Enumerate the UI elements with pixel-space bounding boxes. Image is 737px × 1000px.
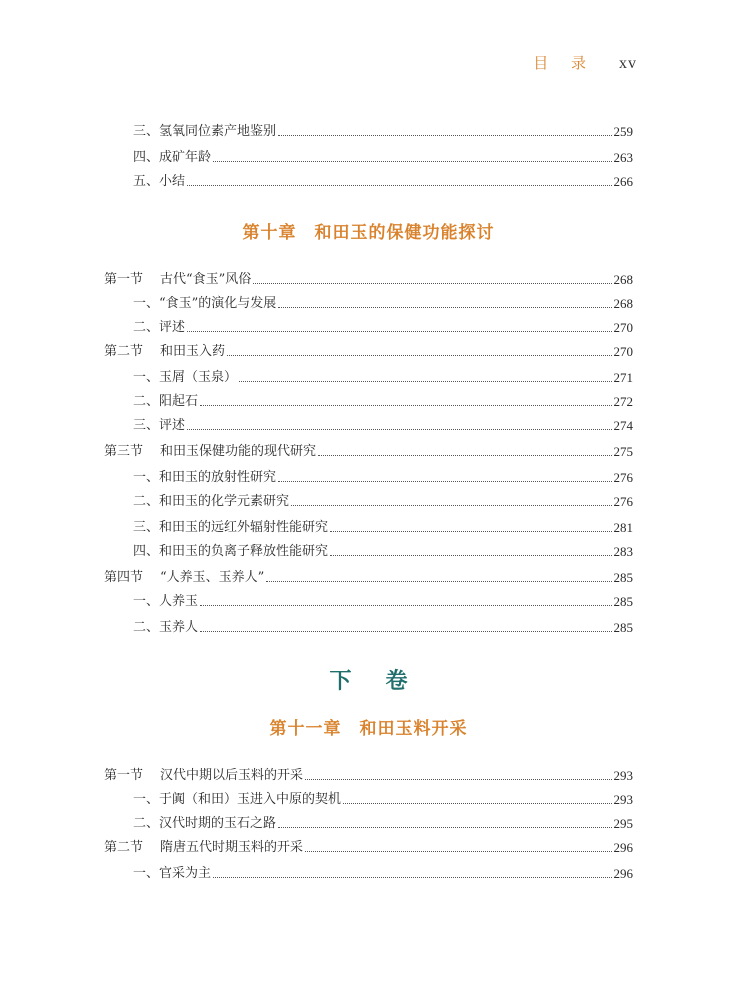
entry-page: 270 (613, 344, 633, 359)
toc-section-entry[interactable] (0, 762, 737, 784)
entry-label: 二、评述 (133, 320, 186, 335)
entry-page: 266 (613, 174, 633, 189)
toc-entry[interactable] (0, 810, 737, 832)
toc-entry[interactable] (0, 860, 737, 882)
section-number: 第四节 (104, 570, 144, 585)
leader-dots (200, 405, 611, 406)
entry-page: 270 (613, 320, 633, 335)
entry-label: 二、阳起石 (133, 394, 199, 409)
leader-dots (278, 481, 611, 482)
section-title: 和田玉入药 (160, 344, 226, 359)
entry-page: 274 (613, 418, 633, 433)
entry-page: 276 (613, 494, 633, 509)
toc-entry[interactable] (0, 314, 737, 336)
leader-dots (213, 161, 611, 162)
entry-label: 二、汉代时期的玉石之路 (133, 816, 277, 831)
entry-label: 三、和田玉的远红外辐射性能研究 (133, 520, 329, 535)
running-header (533, 52, 637, 73)
entry-label: 一、官采为主 (133, 866, 212, 881)
toc-entry[interactable] (0, 514, 737, 536)
toc-entry[interactable] (0, 118, 737, 140)
toc-entry[interactable] (0, 588, 737, 610)
leader-dots (200, 631, 611, 632)
chapter-title: 第十章 和田玉的保健功能探讨 (242, 223, 495, 243)
entry-label: 二、玉养人 (133, 620, 199, 635)
toc-entry[interactable] (0, 388, 737, 410)
toc-section-entry[interactable] (0, 564, 737, 586)
entry-page: 293 (613, 792, 633, 807)
leader-dots (330, 555, 611, 556)
leader-dots (278, 827, 611, 828)
header-page-number: xv (619, 55, 637, 72)
entry-label: 一、玉屑（玉泉） (133, 370, 238, 385)
entry-page: 275 (613, 444, 633, 459)
leader-dots (200, 605, 611, 606)
entry-page: 285 (613, 594, 633, 609)
section-title: 隋唐五代时期玉料的开采 (160, 840, 304, 855)
entry-label: 一、人养玉 (133, 594, 199, 609)
entry-page: 259 (613, 124, 633, 139)
leader-dots (253, 283, 611, 284)
leader-dots (291, 505, 611, 506)
toc-entry[interactable] (0, 168, 737, 190)
leader-dots (227, 355, 611, 356)
section-number: 第二节 (104, 840, 144, 855)
leader-dots (305, 851, 611, 852)
entry-label: 四、成矿年龄 (133, 150, 212, 165)
entry-label: 三、氢氧同位素产地鉴别 (133, 124, 277, 139)
entry-page: 276 (613, 470, 633, 485)
section-number: 第一节 (104, 272, 144, 287)
entry-page: 295 (613, 816, 633, 831)
toc-entry[interactable] (0, 144, 737, 166)
toc-entry[interactable] (0, 464, 737, 486)
toc-section-entry[interactable] (0, 834, 737, 856)
entry-page: 281 (613, 520, 633, 535)
leader-dots (278, 307, 611, 308)
entry-page: 296 (613, 866, 633, 881)
entry-page: 285 (613, 570, 633, 585)
entry-page: 268 (613, 296, 633, 311)
leader-dots (318, 455, 611, 456)
entry-page: 271 (613, 370, 633, 385)
entry-page: 283 (613, 544, 633, 559)
toc-entry[interactable] (0, 786, 737, 808)
entry-label: 五、小结 (133, 174, 186, 189)
entry-page: 268 (613, 272, 633, 287)
section-number: 第三节 (104, 444, 144, 459)
section-title: “人养玉、玉养人” (160, 570, 265, 585)
leader-dots (278, 135, 611, 136)
entry-label: 三、评述 (133, 418, 186, 433)
section-number: 第二节 (104, 344, 144, 359)
entry-page: 296 (613, 840, 633, 855)
entry-page: 293 (613, 768, 633, 783)
toc-section-entry[interactable] (0, 266, 737, 288)
entry-page: 285 (613, 620, 633, 635)
section-title: 和田玉保健功能的现代研究 (160, 444, 317, 459)
leader-dots (187, 185, 611, 186)
toc-entry[interactable] (0, 290, 737, 312)
chapter-title: 第十一章 和田玉料开采 (269, 719, 468, 739)
toc-entry[interactable] (0, 488, 737, 510)
header-title: 目 录 (533, 54, 595, 72)
leader-dots (266, 581, 611, 582)
toc-entry[interactable] (0, 538, 737, 560)
entry-label: 四、和田玉的负离子释放性能研究 (133, 544, 329, 559)
leader-dots (213, 877, 611, 878)
entry-label: 一、和田玉的放射性研究 (133, 470, 277, 485)
entry-page: 263 (613, 150, 633, 165)
leader-dots (187, 331, 611, 332)
toc-section-entry[interactable] (0, 338, 737, 360)
entry-label: 一、于阗（和田）玉进入中原的契机 (133, 792, 342, 807)
toc-section-entry[interactable] (0, 438, 737, 460)
volume-title: 下卷 (329, 668, 442, 694)
section-title: 古代“食玉”风俗 (160, 272, 252, 287)
leader-dots (187, 429, 611, 430)
section-title: 汉代中期以后玉料的开采 (160, 768, 304, 783)
leader-dots (239, 381, 611, 382)
leader-dots (343, 803, 611, 804)
entry-label: 一、“食玉”的演化与发展 (133, 296, 277, 311)
entry-page: 272 (613, 394, 633, 409)
section-number: 第一节 (104, 768, 144, 783)
toc-entry[interactable] (0, 614, 737, 636)
entry-label: 二、和田玉的化学元素研究 (133, 494, 290, 509)
leader-dots (330, 531, 611, 532)
leader-dots (305, 779, 611, 780)
toc-entry[interactable] (0, 412, 737, 434)
toc-entry[interactable] (0, 364, 737, 386)
